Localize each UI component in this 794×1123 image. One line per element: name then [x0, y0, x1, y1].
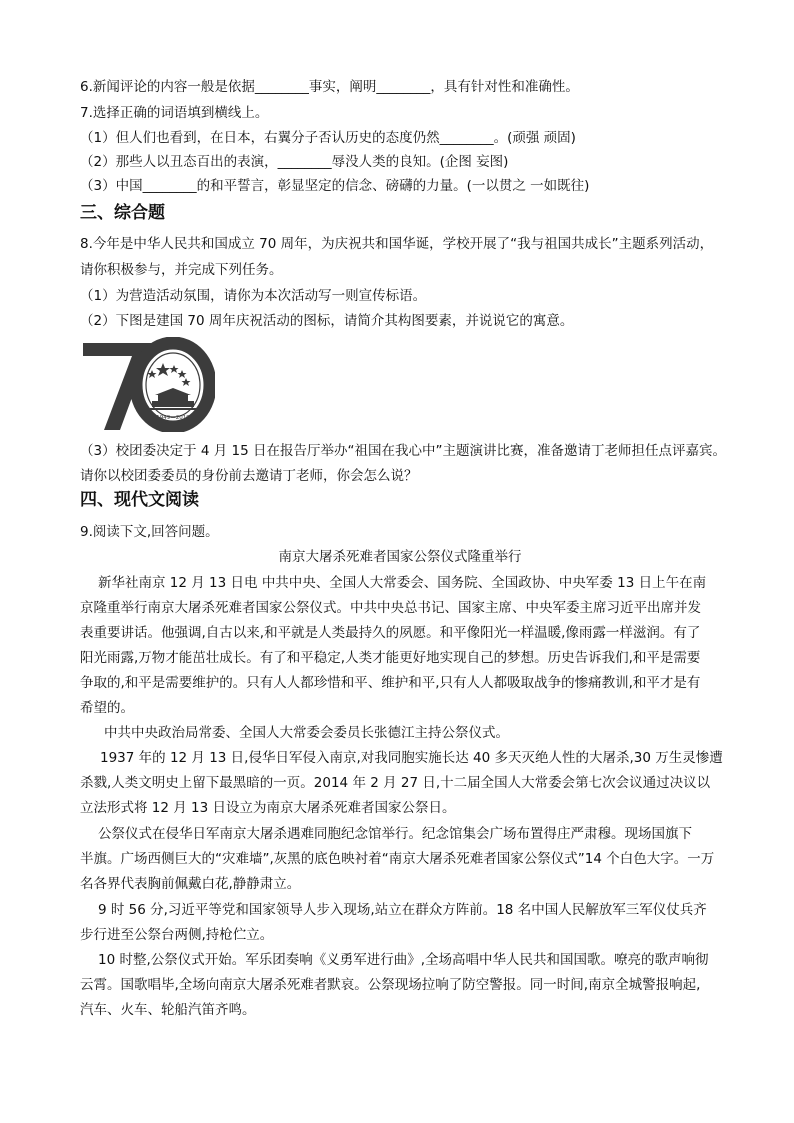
question-7-item-1: （1）但人们也看到，在日本，右翼分子否认历史的态度仍然________。(顽强 顽固)	[80, 130, 576, 146]
article-line: 立法形式将 12 月 13 日设立为南京大屠杀死难者国家公祭日。	[80, 800, 456, 816]
article-line: 半旗。广场西侧巨大的“灾难墙”,灰黑的底色映衬着“南京大屠杀死难者国家公祭仪式”14 个白色大字。一万	[80, 851, 715, 867]
anniversary-70-logo	[80, 337, 215, 432]
article-line: 杀戮,人类文明史上留下最黑暗的一页。2014 年 2 月 27 日,十二届全国人大常委会第七次会议通过决议以	[80, 775, 711, 791]
article-line: 步行进至公祭台两侧,持枪伫立。	[80, 927, 274, 943]
question-7-item-2: （2）那些人以丑态百出的表演，________辱没人类的良知。(企图 妄图)	[80, 154, 509, 170]
question-8-item-3-line-2: 请你以校团委委员的身份前去邀请丁老师，你会怎么说？	[80, 468, 418, 484]
article-line: 名各界代表胸前佩戴白花,静静肃立。	[80, 876, 301, 892]
article-line: 1937 年的 12 月 13 日,侵华日军侵入南京,对我同胞实施长达 40 多天灭绝人性的大屠杀,30 万生灵惨遭	[100, 750, 723, 766]
article-line: 京隆重举行南京大屠杀死难者国家公祭仪式。中共中央总书记、国家主席、中央军委主席习近平出席并发	[80, 600, 701, 616]
question-8-line-2: 请你积极参与，并完成下列任务。	[80, 262, 283, 278]
article-line: 新华社南京 12 月 13 日电 中共中央、全国人大常委会、国务院、全国政协、中央军委 13 日上午在南	[98, 575, 707, 591]
article-line: 阳光雨露,万物才能茁壮成长。有了和平稳定,人类才能更好地实现自己的梦想。历史告诉我们,和平是需要	[80, 650, 701, 666]
question-8-item-3-line-1: （3）校团委决定于 4 月 15 日在报告厅举办“祖国在我心中”主题演讲比赛，准备邀请丁老师担任点评嘉宾。	[80, 443, 727, 459]
article-line: 表重要讲话。他强调,自古以来,和平就是人类最持久的夙愿。和平像阳光一样温暖,像雨露一样滋润。有了	[80, 625, 701, 641]
section-heading-4: 四、现代文阅读	[80, 490, 199, 510]
article-line: 云霄。国歌唱毕,全场向南京大屠杀死难者默哀。公祭现场拉响了防空警报。同一时间,南京全城警报响起,	[80, 977, 701, 993]
article-line: 公祭仪式在侵华日军南京大屠杀遇难同胞纪念馆举行。纪念馆集会广场布置得庄严肃穆。现场国旗下	[98, 826, 692, 842]
article-line: 10 时整,公祭仪式开始。军乐团奏响《义勇军进行曲》,全场高唱中华人民共和国国歌。嘹亮的歌声响彻	[98, 952, 709, 968]
question-8-item-2: （2）下图是建国 70 周年庆祝活动的图标，请简介其构图要素，并说说它的寓意。	[80, 313, 574, 329]
question-7-item-3: （3）中国________的和平誓言，彰显坚定的信念、磅礴的力量。(一以贯之 一如既往)	[80, 178, 590, 194]
question-7-title: 7.选择正确的词语填到横线上。	[80, 105, 269, 121]
article-line: 希望的。	[80, 700, 134, 716]
article-line: 中共中央政治局常委、全国人大常委会委员长张德江主持公祭仪式。	[104, 725, 509, 741]
tiananmen-icon	[152, 395, 194, 407]
section-heading-3: 三、综合题	[80, 203, 165, 223]
question-9-intro: 9.阅读下文,回答问题。	[80, 524, 219, 540]
question-6: 6.新闻评论的内容一般是依据________事实，阐明________，具有针对性和准确性。	[80, 79, 579, 95]
article-title: 南京大屠杀死难者国家公祭仪式隆重举行	[278, 549, 522, 565]
article-line: 汽车、火车、轮船汽笛齐鸣。	[80, 1002, 256, 1018]
question-8-item-1: （1）为营造活动氛围，请你为本次活动写一则宣传标语。	[80, 288, 427, 304]
logo-years-text: 1949—2019	[156, 415, 190, 421]
article-line: 争取的,和平是需要维护的。只有人人都珍惜和平、维护和平,只有人人都吸取战争的惨痛教训,和平才是有	[80, 675, 701, 691]
question-8-line-1: 8.今年是中华人民共和国成立 70 周年，为庆祝共和国华诞，学校开展了“我与祖国共成长”主题系列活动，	[80, 236, 714, 252]
article-line: 9 时 56 分,习近平等党和国家领导人步入现场,站立在群众方阵前。18 名中国人民解放军三军仪仗兵齐	[98, 902, 707, 918]
